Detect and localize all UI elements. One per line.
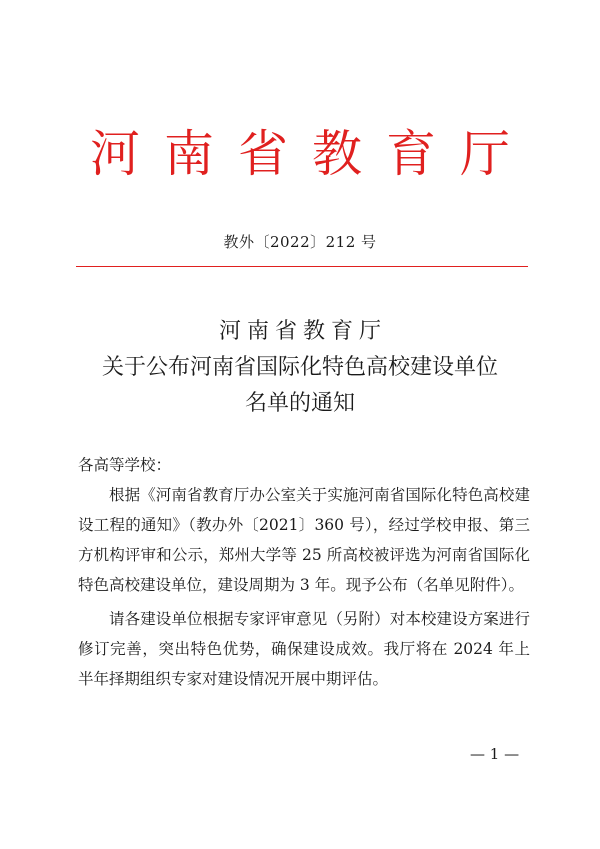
- document-body: [78, 450, 530, 694]
- document-title: [0, 314, 600, 422]
- red-separator-line: [76, 266, 528, 267]
- salutation: 各高等学校：: [78, 456, 172, 474]
- title-issuer: 河南省教育厅: [218, 319, 387, 344]
- page-number: — 1 —: [470, 745, 520, 763]
- document-number: 教外〔2022〕212 号: [223, 233, 377, 251]
- masthead-title: 河南省教育厅: [90, 125, 534, 183]
- title-line-2: 关于公布河南省国际化特色高校建设单位: [101, 355, 498, 380]
- body-paragraph-2: 请各建设单位根据专家评审意见（另附）对本校建设方案进行修订完善，突出特色优势，确保建设成效。我厅将在 2024 年上半年择期组织专家对建设情况开展中期评估。: [78, 610, 530, 688]
- body-paragraph-1: 根据《河南省教育厅办公室关于实施河南省国际化特色高校建设工程的通知》（教办外〔2021〕360 号），经过学校申报、第三方机构评审和公示，郑州大学等 25 所高校被评选为河南省国际化特色高校建设单位，建设周期为 3 年。现予公布（名单见附件）。: [78, 486, 530, 594]
- title-line-3: 名单的通知: [244, 391, 355, 416]
